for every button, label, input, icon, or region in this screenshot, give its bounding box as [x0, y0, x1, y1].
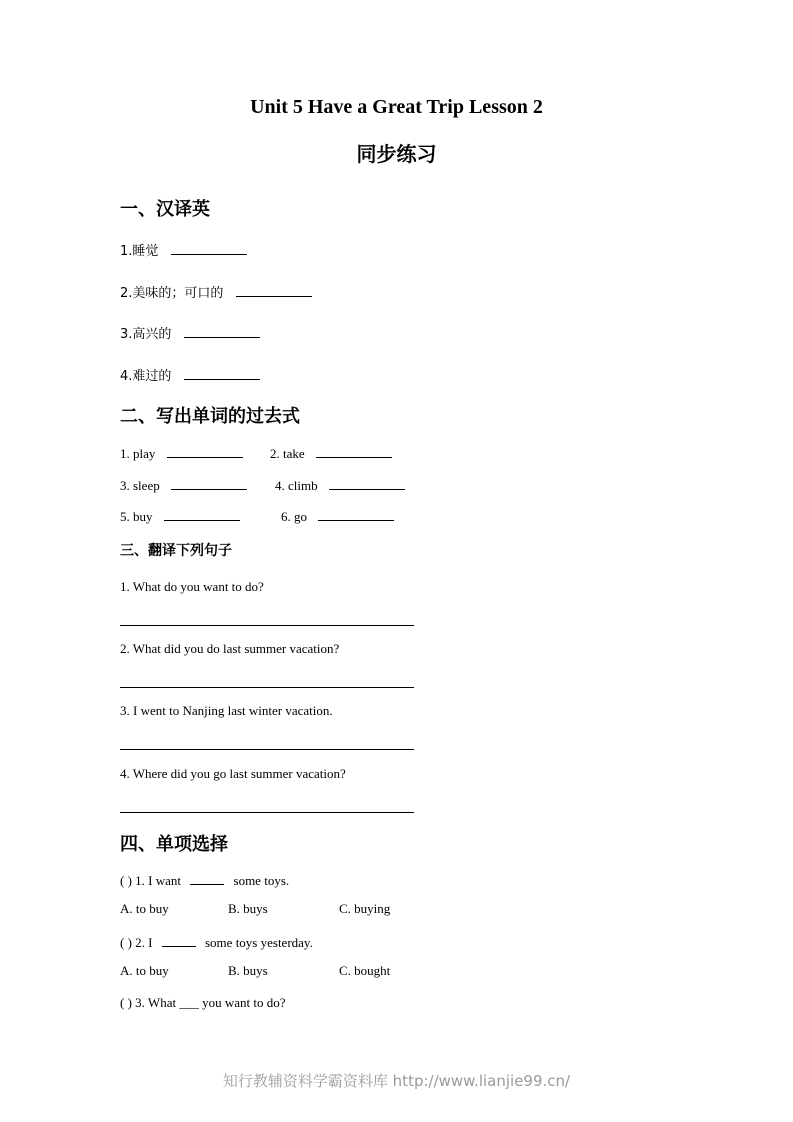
word: 3. sleep	[120, 478, 160, 493]
item-label: 3.高兴的	[120, 327, 172, 342]
word: 4. climb	[275, 478, 318, 493]
item-label: 2.美味的；可口的	[120, 286, 224, 301]
word: 2. take	[270, 446, 305, 461]
section-2-item-1	[120, 443, 243, 462]
section-1-item-3	[120, 323, 260, 342]
word: 1. play	[120, 446, 156, 461]
answer-blank	[171, 240, 247, 255]
question-1	[120, 870, 289, 889]
q1-option-b: B. buys	[228, 901, 268, 916]
document-title: Unit 5 Have a Great Trip Lesson 2	[250, 96, 543, 118]
section-2-item-6	[281, 506, 394, 525]
section-2-item-5	[120, 506, 240, 525]
question-suffix: some toys.	[233, 873, 290, 888]
answer-blank	[190, 870, 224, 885]
answer-blank	[236, 282, 312, 297]
q2-option-b: B. buys	[228, 963, 268, 978]
answer-blank	[164, 506, 240, 521]
q1-option-a: A. to buy	[120, 901, 169, 916]
sentence-3: 3. I went to Nanjing last winter vacation.	[120, 703, 333, 718]
answer-blank	[171, 475, 247, 490]
section-3-heading: 三、翻译下列句子	[120, 543, 232, 559]
item-label: 1.睡觉	[120, 244, 159, 259]
sentence-2: 2. What did you do last summer vacation?	[120, 641, 340, 656]
section-1-item-2	[120, 282, 312, 301]
answer-line	[120, 625, 414, 626]
question-3: ( ) 3. What ___ you want to do?	[120, 995, 286, 1010]
question-suffix: some toys yesterday.	[205, 935, 313, 950]
word: 5. buy	[120, 509, 153, 524]
answer-line	[120, 812, 414, 813]
answer-line	[120, 749, 414, 750]
answer-blank	[318, 506, 394, 521]
sentence-4: 4. Where did you go last summer vacation?	[120, 766, 346, 781]
answer-line	[120, 687, 414, 688]
section-4-heading: 四、单项选择	[120, 834, 228, 855]
question-2	[120, 932, 313, 951]
answer-blank	[329, 475, 405, 490]
answer-blank	[184, 365, 260, 380]
answer-blank	[167, 443, 243, 458]
answer-blank	[162, 932, 196, 947]
section-2-item-4	[275, 475, 405, 494]
q1-option-c: C. buying	[339, 901, 391, 916]
q2-option-a: A. to buy	[120, 963, 169, 978]
sentence-1: 1. What do you want to do?	[120, 579, 264, 594]
section-2-item-3	[120, 475, 247, 494]
answer-blank	[184, 323, 260, 338]
document-subtitle: 同步练习	[356, 142, 437, 166]
question-prefix: ( ) 1. I want	[120, 873, 182, 888]
answer-blank	[316, 443, 392, 458]
footer-watermark: 知行教辅资料学霸资料库 http://www.lianjie99.cn/	[222, 1072, 571, 1090]
question-prefix: ( ) 2. I	[120, 935, 153, 950]
section-2-item-2	[270, 443, 392, 462]
section-1-heading: 一、汉译英	[120, 199, 210, 220]
q2-option-c: C. bought	[339, 963, 391, 978]
section-1-item-4	[120, 365, 260, 384]
item-label: 4.难过的	[120, 369, 172, 384]
section-1-item-1	[120, 240, 247, 259]
word: 6. go	[281, 509, 307, 524]
section-2-heading: 二、写出单词的过去式	[120, 406, 300, 427]
